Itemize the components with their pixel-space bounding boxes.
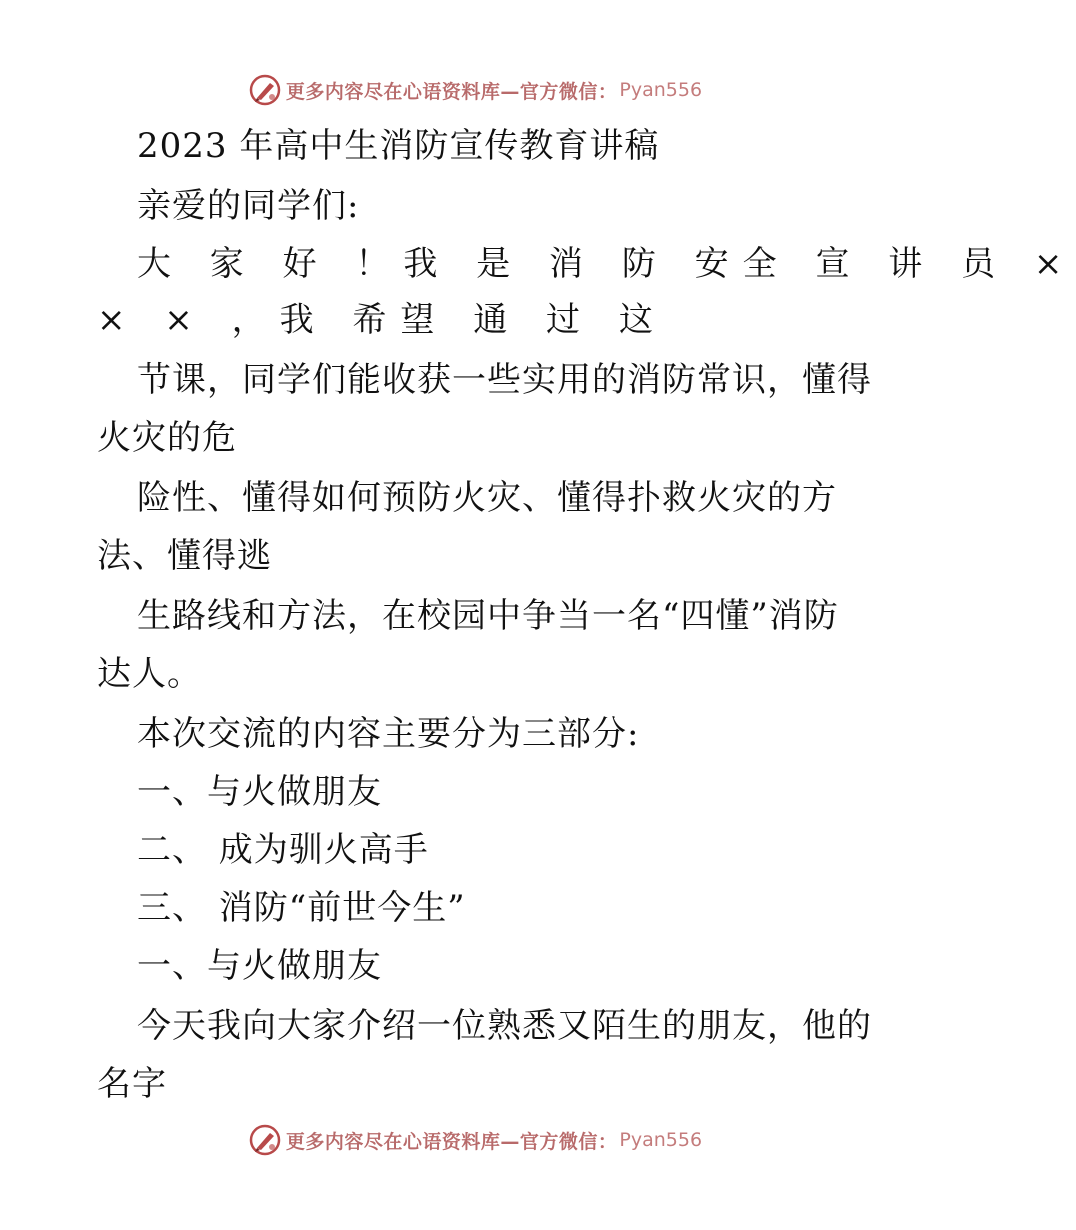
outline-item: 二、 成为驯火高手 xyxy=(137,830,429,870)
banner-wechat-id: Pyan556 xyxy=(619,79,703,101)
section-heading: 一、与火做朋友 xyxy=(137,946,382,986)
banner-text: 更多内容尽在心语资料库—官方微信： xyxy=(285,1130,618,1153)
outline-item: 三、 消防“前世今生” xyxy=(137,888,466,928)
footer-banner xyxy=(0,1120,950,1160)
banner-wechat-id: Pyan556 xyxy=(619,1129,703,1151)
pen-seal-icon xyxy=(248,73,282,107)
header-banner xyxy=(0,70,950,110)
paragraph-line: 险性、懂得如何预防火灾、懂得扑救火灾的方 xyxy=(137,478,837,518)
paragraph-line: 节课，同学们能收获一些实用的消防常识，懂得 xyxy=(137,360,872,400)
paragraph-line: 名字 xyxy=(97,1064,167,1104)
paragraph-line: × × ，我 希望 通 过 这 xyxy=(97,300,667,340)
paragraph-line: 法、懂得逃 xyxy=(97,536,272,576)
paragraph-line: 达人。 xyxy=(97,654,202,694)
pen-seal-icon xyxy=(248,1123,282,1157)
outline-item: 一、与火做朋友 xyxy=(137,772,382,812)
paragraph-line: 大 家 好 ！我 是 消 防 安全 宣 讲 员 × xyxy=(137,244,1076,284)
paragraph-line: 今天我向大家介绍一位熟悉又陌生的朋友，他的 xyxy=(137,1006,872,1046)
document-title: 2023 年高中生消防宣传教育讲稿 xyxy=(137,126,660,166)
greeting: 亲爱的同学们: xyxy=(137,186,360,226)
banner-text: 更多内容尽在心语资料库—官方微信： xyxy=(285,80,618,103)
paragraph-line: 火灾的危 xyxy=(97,418,237,458)
paragraph-line: 生路线和方法，在校园中争当一名“四懂”消防 xyxy=(137,596,839,636)
section-intro: 本次交流的内容主要分为三部分: xyxy=(137,714,640,754)
